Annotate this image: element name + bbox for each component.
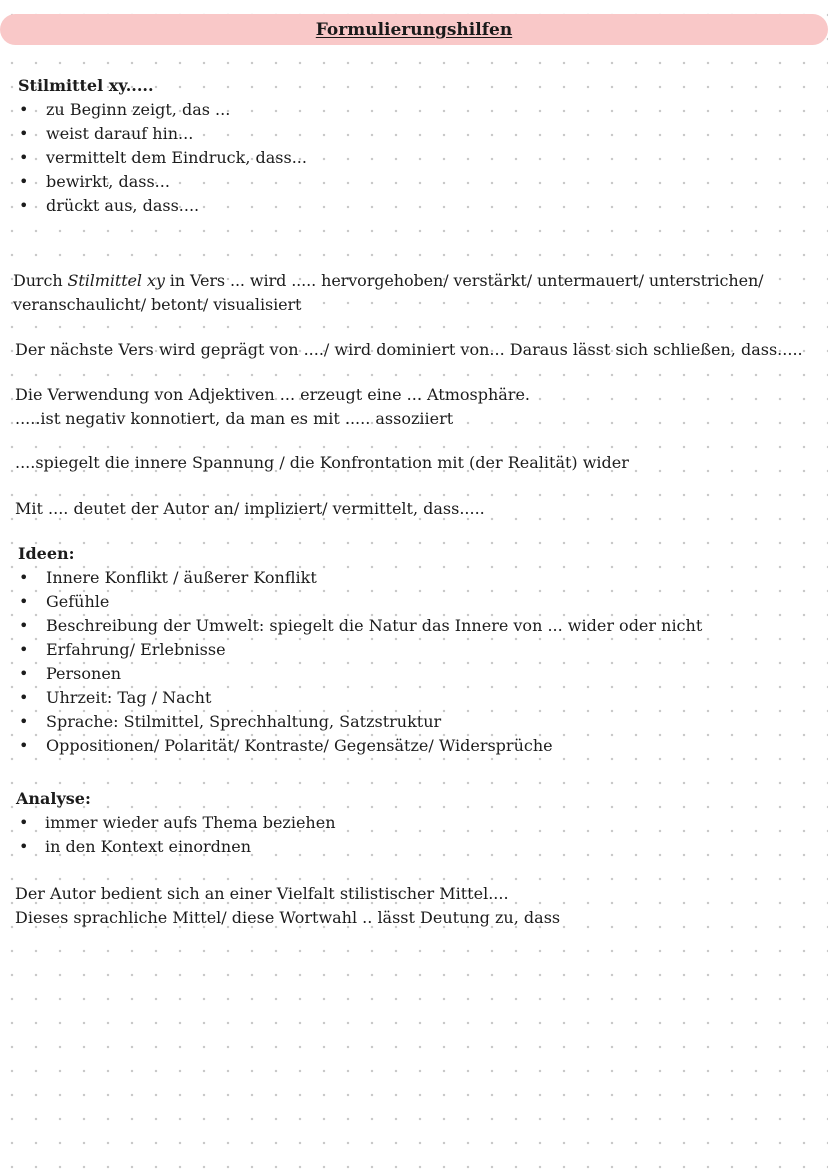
list-item: • Gefühle <box>0 590 828 614</box>
stilmittel-heading: Stilmittel xy..... <box>18 76 154 95</box>
stilmittel-list <box>0 98 828 218</box>
list-item: • Beschreibung der Umwelt: spiegelt die Natur das Innere von ... wider oder nicht <box>0 614 828 638</box>
closing-paragraph <box>0 882 828 930</box>
list-item: • Erfahrung/ Erlebnisse <box>0 638 828 662</box>
list-item: • Uhrzeit: Tag / Nacht <box>0 686 828 710</box>
durch-prefix: Durch <box>13 271 68 290</box>
title-banner <box>0 14 828 45</box>
list-item: • immer wieder aufs Thema beziehen <box>0 811 828 835</box>
list-item: • Sprache: Stilmittel, Sprechhaltung, Satzstruktur <box>0 710 828 734</box>
list-item: • Personen <box>0 662 828 686</box>
analyse-heading: Analyse: <box>16 789 91 808</box>
page-title: Formulierungshilfen <box>315 20 513 40</box>
list-item: • weist darauf hin... <box>0 122 828 146</box>
verwendung-line-1: Die Verwendung von Adjektiven ... erzeugt eine ... Atmosphäre. <box>15 385 530 404</box>
durch-emphasis: Stilmittel xy <box>67 271 165 290</box>
ideen-section <box>0 542 828 758</box>
verwendung-paragraph <box>0 383 828 431</box>
ideen-list <box>0 566 828 758</box>
list-item: • Oppositionen/ Polarität/ Kontraste/ Gegensätze/ Widersprüche <box>0 734 828 758</box>
durch-paragraph <box>0 269 803 317</box>
list-item: • in den Kontext einordnen <box>0 835 828 859</box>
spiegelt-paragraph: ....spiegelt die innere Spannung / die Konfrontation mit (der Realität) wider <box>15 453 629 472</box>
ideen-heading: Ideen: <box>18 544 75 563</box>
list-item: • vermittelt dem Eindruck, dass... <box>0 146 828 170</box>
list-item: • zu Beginn zeigt, das ... <box>0 98 828 122</box>
mit-autor-paragraph: Mit .... deutet der Autor an/ impliziert/ vermittelt, dass..... <box>15 499 485 518</box>
analyse-section <box>0 787 828 859</box>
list-item: • Innere Konflikt / äußerer Konflikt <box>0 566 828 590</box>
list-item: • drückt aus, dass.... <box>0 194 828 218</box>
durch-rest: in Vers ... wird ..... hervorgehoben/ verstärkt/ untermauert/ unterstrichen/ veranschaulicht/ betont/ visualisiert <box>13 271 764 314</box>
stilmittel-section <box>0 74 828 218</box>
closing-line-1: Der Autor bedient sich an einer Vielfalt stilistischer Mittel.... <box>15 884 509 903</box>
analyse-list <box>0 811 828 859</box>
naechste-vers-paragraph: Der nächste Vers wird geprägt von ..../ wird dominiert von... Daraus lässt sich schließen, dass..... <box>15 340 803 359</box>
verwendung-line-2: .....ist negativ konnotiert, da man es mit ..... assoziiert <box>15 409 454 428</box>
list-item: • bewirkt, dass... <box>0 170 828 194</box>
closing-line-2: Dieses sprachliche Mittel/ diese Wortwahl .. lässt Deutung zu, dass <box>15 908 561 927</box>
